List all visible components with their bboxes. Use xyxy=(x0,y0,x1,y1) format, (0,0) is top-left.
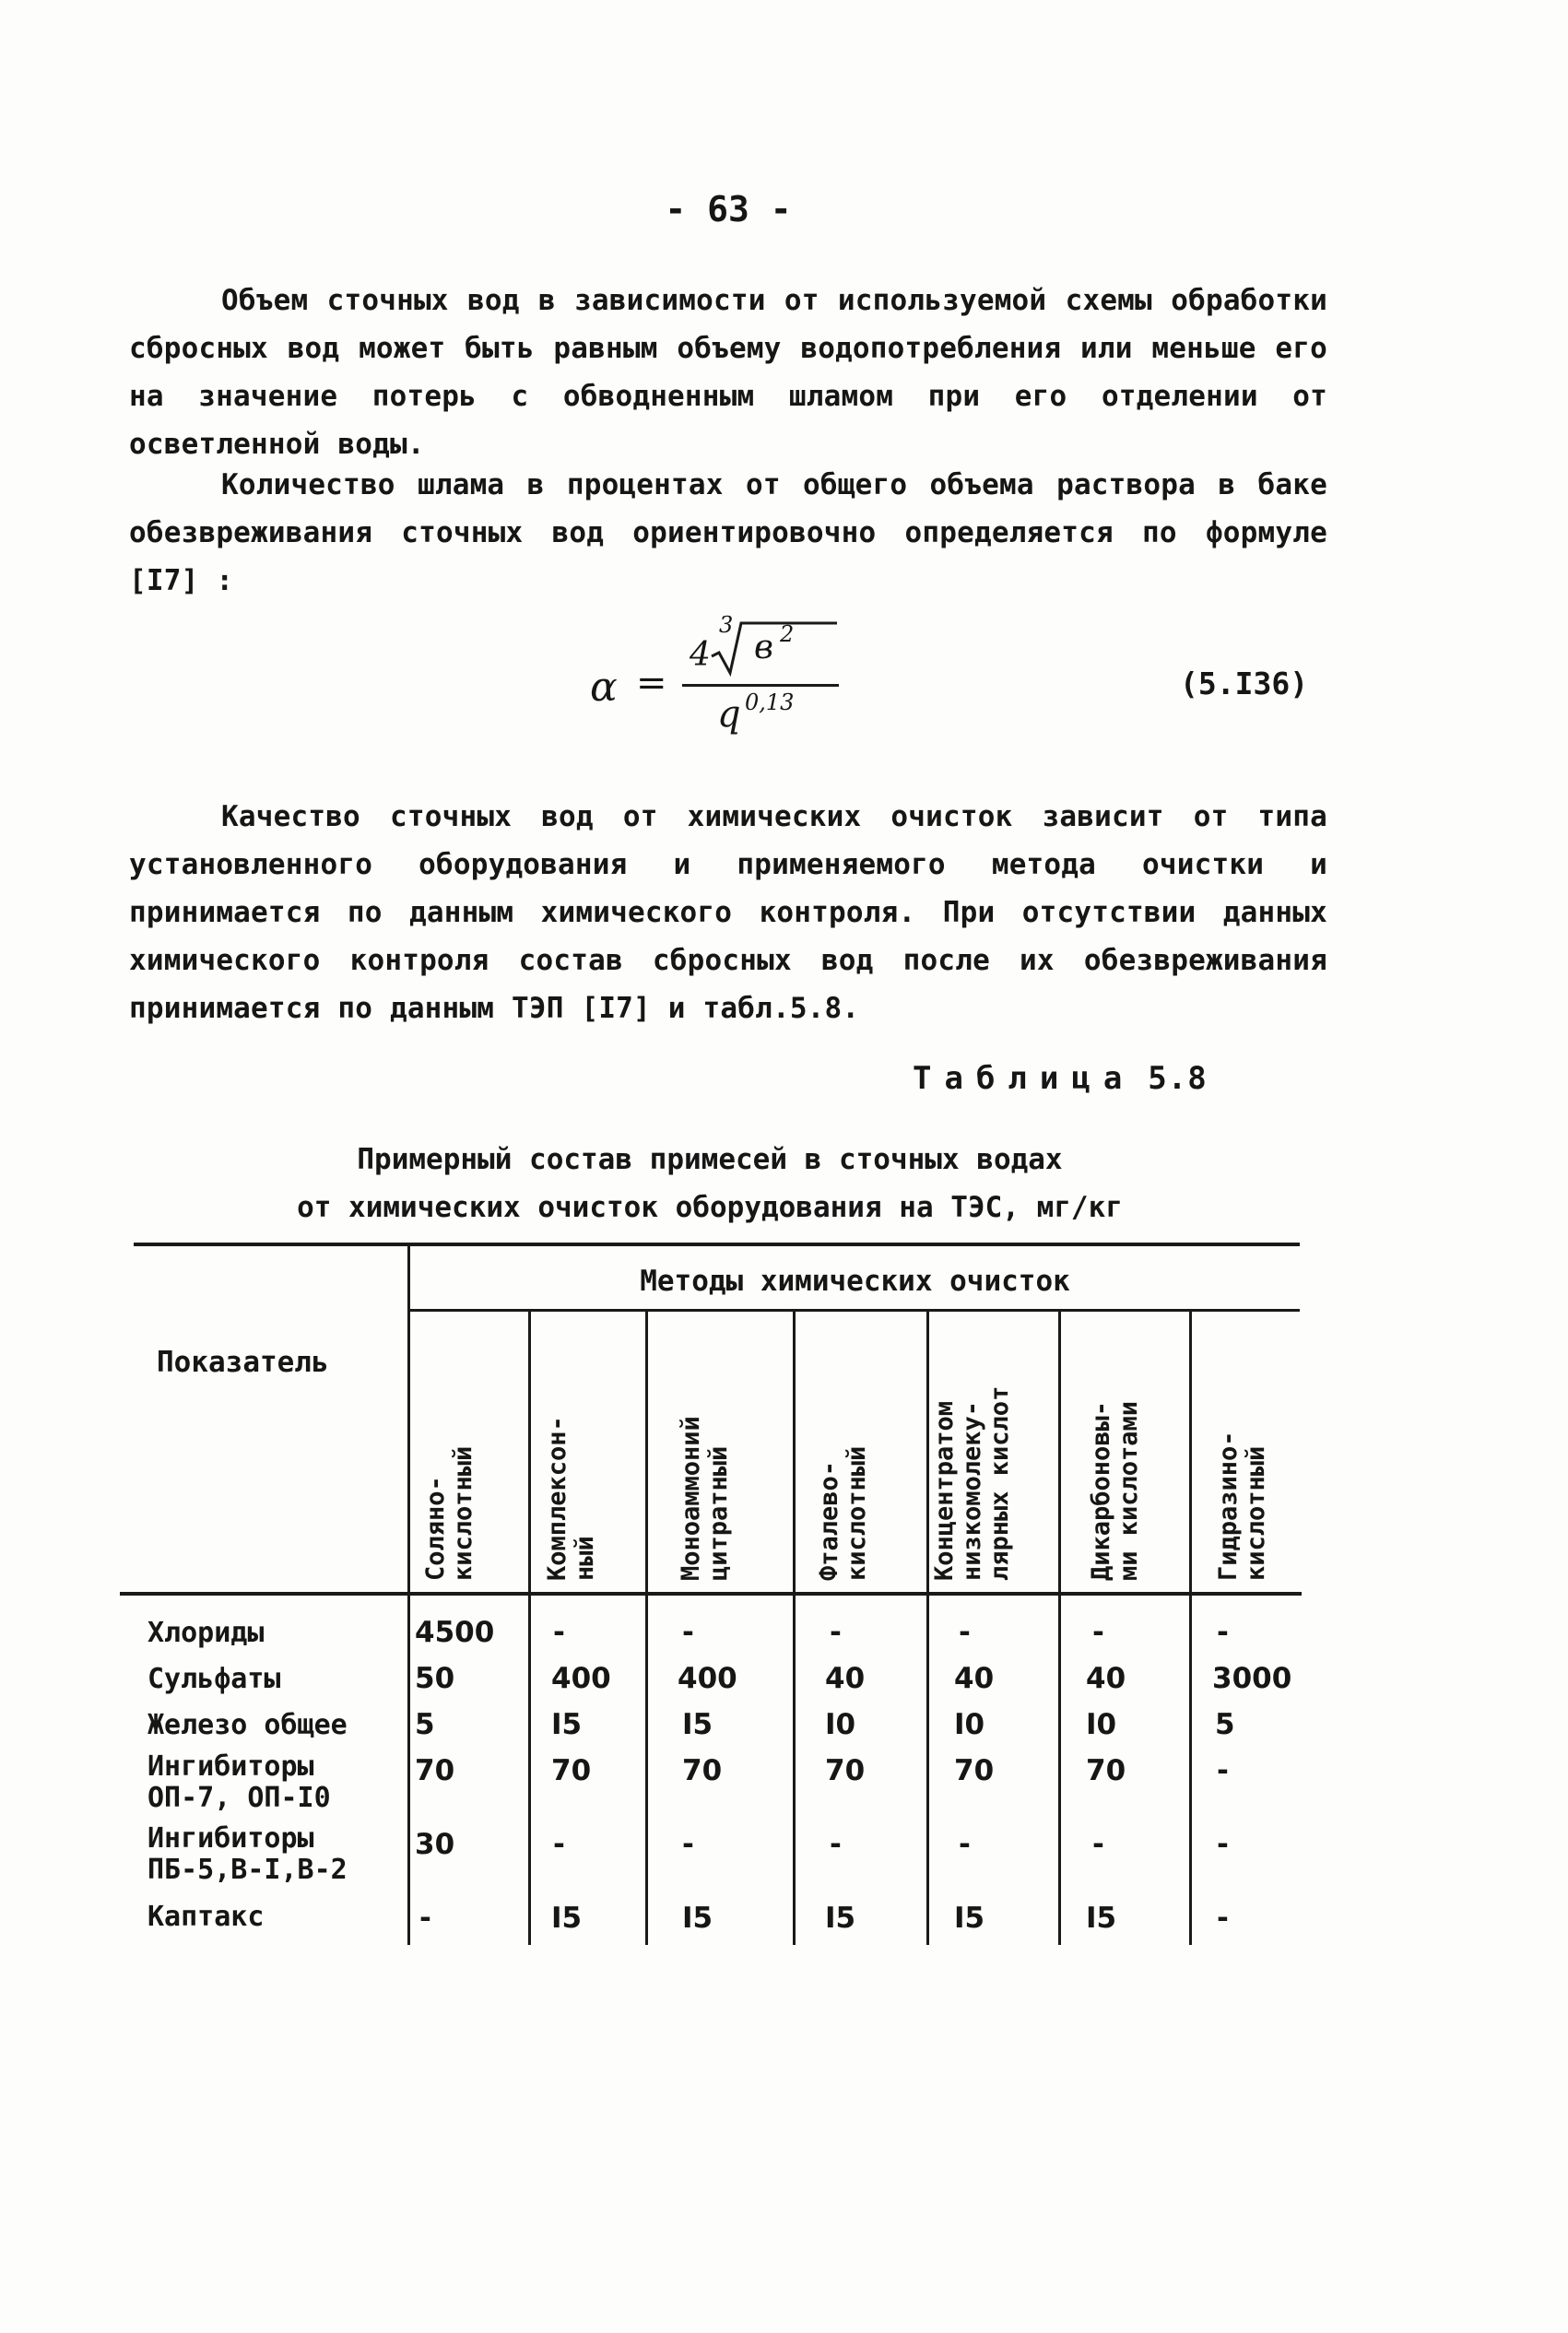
cell-r5-c2: - xyxy=(553,1828,565,1861)
cell-r3-c2: I5 xyxy=(551,1708,583,1741)
cell-r4-c4: 70 xyxy=(825,1754,866,1787)
cell-r1-c7: - xyxy=(1217,1616,1229,1649)
row-label-inhibitors-pb: Ингибиторы ПБ-5,В-I,В-2 xyxy=(147,1822,348,1886)
col-rule-0 xyxy=(407,1244,410,1945)
paragraph-2-text: Количество шлама в процентах от общего объема раствора в баке обезвреживания сточных вод ориентировочно определяется по формуле [I7] : xyxy=(129,468,1327,597)
cell-r3-c4: I0 xyxy=(825,1708,856,1741)
cell-r2-c2: 400 xyxy=(551,1662,611,1695)
formula-radicand-exp: 2 xyxy=(780,621,795,647)
cell-r6-c2: I5 xyxy=(551,1902,583,1935)
cell-r5-c7: - xyxy=(1217,1828,1229,1861)
cell-r6-c3: I5 xyxy=(682,1902,713,1935)
row-label-sulfates: Сульфаты xyxy=(147,1663,281,1695)
group-header-rule xyxy=(407,1309,1300,1312)
table-caption-word: Таблица xyxy=(913,1060,1136,1097)
cell-r6-c6: I5 xyxy=(1086,1902,1117,1935)
col-rule-4 xyxy=(926,1311,929,1945)
cell-r3-c5: I0 xyxy=(954,1708,985,1741)
cell-r1-c5: - xyxy=(959,1616,971,1649)
formula-root-index: 3 xyxy=(719,612,734,638)
table-title-line-1: Примерный состав примесей в сточных водах xyxy=(357,1143,1063,1176)
page-number: - 63 - xyxy=(665,189,792,230)
cell-r2-c5: 40 xyxy=(954,1662,995,1695)
table-title-line-2: от химических очисток оборудования на ТЭС, мг/кг xyxy=(297,1191,1123,1224)
formula-number: (5.I36) xyxy=(1180,666,1309,701)
column-header-ftalevokislotny: Фталево- кислотный xyxy=(815,1445,871,1581)
cell-r3-c7: 5 xyxy=(1215,1708,1235,1741)
cell-r3-c1: 5 xyxy=(415,1708,435,1741)
cell-r5-c1: 30 xyxy=(415,1828,455,1861)
cell-r1-c2: - xyxy=(553,1616,565,1649)
cell-r2-c4: 40 xyxy=(825,1662,866,1695)
cell-r4-c1: 70 xyxy=(415,1754,455,1787)
cell-r5-c3: - xyxy=(682,1828,694,1861)
column-header-monoammoniy-citratny: Монoаммоний цитратный xyxy=(677,1416,733,1581)
cell-r4-c6: 70 xyxy=(1086,1754,1126,1787)
col-rule-5 xyxy=(1058,1311,1061,1945)
cell-r3-c3: I5 xyxy=(682,1708,713,1741)
row-header-label: Показатель xyxy=(157,1346,329,1379)
cell-r6-c7: - xyxy=(1217,1902,1229,1935)
formula-denominator: q xyxy=(717,693,741,736)
cell-r2-c6: 40 xyxy=(1086,1662,1126,1695)
header-bottom-rule xyxy=(120,1592,1302,1596)
col-rule-2 xyxy=(645,1311,648,1945)
table-caption-number: 5.8 xyxy=(1148,1060,1208,1097)
column-header-gidrazinokislotny: Гидразино- кислотный xyxy=(1214,1431,1270,1581)
paragraph-1-text: Объем сточных вод в зависимости от используемой схемы обработки сбросных вод может быть равным объему водопотребления или меньше его на значение потерь с обводненным шламом при его отделении от осветленной воды. xyxy=(129,284,1327,461)
column-header-dikarbonovymi: Дикарбоновы- ми кислотами xyxy=(1087,1400,1143,1581)
col-rule-6 xyxy=(1189,1311,1192,1945)
cell-r4-c5: 70 xyxy=(954,1754,995,1787)
row-label-kaptaks: Каптакс xyxy=(147,1901,265,1933)
cell-r1-c3: - xyxy=(682,1616,694,1649)
cell-r4-c3: 70 xyxy=(682,1754,723,1787)
cell-r5-c6: - xyxy=(1092,1828,1104,1861)
formula-radicand: в xyxy=(754,629,773,666)
paragraph-3-text: Качество сточных вод от химических очисток зависит от типа установленного оборудования и применяемого метода очистки и принимается по данным химического контроля. При отсутствии данных химического контроля состав сбросных вод после их обезвреживания принимается по данным ТЭП [I7] и табл.5.8. xyxy=(129,800,1327,1025)
cell-r5-c4: - xyxy=(830,1828,842,1861)
cell-r6-c4: I5 xyxy=(825,1902,856,1935)
row-label-chlorides: Хлориды xyxy=(147,1617,265,1649)
cell-r4-c2: 70 xyxy=(551,1754,592,1787)
cell-r6-c1: - xyxy=(419,1902,431,1935)
column-header-solyanokislotny: Солянo- кислотный xyxy=(421,1445,477,1581)
cell-r2-c1: 50 xyxy=(415,1662,455,1695)
column-header-kompleksonny: Комплексон- ный xyxy=(543,1416,599,1581)
cell-r1-c6: - xyxy=(1092,1616,1104,1649)
cell-r1-c4: - xyxy=(830,1616,842,1649)
cell-r3-c6: I0 xyxy=(1086,1708,1117,1741)
col-rule-3 xyxy=(793,1311,796,1945)
cell-r2-c3: 400 xyxy=(678,1662,737,1695)
cell-r2-c7: 3000 xyxy=(1212,1662,1292,1695)
column-header-koncentratom: Концентратом низкомолеку- лярных кислот xyxy=(930,1385,1014,1581)
formula-lhs: α xyxy=(590,664,618,711)
cell-r6-c5: I5 xyxy=(954,1902,985,1935)
formula-denominator-exp: 0,13 xyxy=(745,689,795,715)
row-label-inhibitors-op: Ингибиторы ОП-7, ОП-I0 xyxy=(147,1750,331,1814)
cell-r5-c5: - xyxy=(959,1828,971,1861)
row-label-total-iron: Железо общее xyxy=(147,1709,348,1741)
cell-r1-c1: 4500 xyxy=(415,1616,495,1649)
group-header-label: Методы химических очисток xyxy=(640,1265,1070,1298)
table-top-rule xyxy=(134,1243,1300,1246)
formula-coefficient: 4 xyxy=(690,636,711,674)
col-rule-1 xyxy=(528,1311,531,1945)
formula-equals: = xyxy=(636,662,667,704)
cell-r4-c7: - xyxy=(1217,1754,1229,1787)
